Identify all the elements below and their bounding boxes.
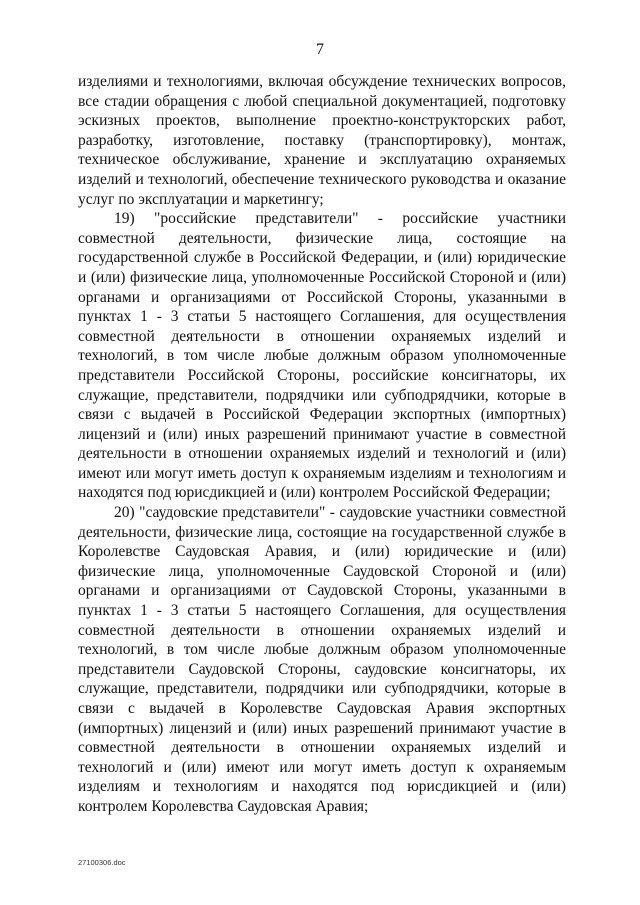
paragraph-item-19: 19) "российские представители" - российские участники совместной деятельности, физические лица, состоящие на государственной службе в Российской Федерации, и (или) юридические и (или) физические лица, уполномоченные Российской Стороной и (или) органами и организациями от Российской Стороны, указанными в пунктах 1 - 3 статьи 5 настоящего Соглашения, для осуществления совместной деятельности в отношении охраняемых изделий и технологий, в том числе любые должным образом уполномоченные представители Российской Стороны, российские консигнаторы, их служащие, представители, подрядчики или субподрядчики, которые в связи с выдачей в Российской Федерации экспортных (импортных) лицензий и (или) иных разрешений принимают участие в совместной деятельности в отношении охраняемых изделий и технологий и (или) имеют или могут иметь доступ к охраняемым изделиям и технологиям и находятся под юрисдикцией и (или) контролем Российской Федерации;	[78, 210, 566, 502]
paragraph-item-20: 20) "саудовские представители" - саудовские участники совместной деятельности, физические лица, состоящие на государственной службе в Королевстве Саудовская Аравия, и (или) юридические и (или) физические лица, уполномоченные Саудовской Стороной и (или) органами и организациями от Саудовской Стороны, указанными в пунктах 1 - 3 статьи 5 настоящего Соглашения, для осуществления совместной деятельности в отношении охраняемых изделий и технологий, в том числе любые должным образом уполномоченные представители Саудовской Стороны, саудовские консигнаторы, их служащие, представители, подрядчики или субподрядчики, которые в связи с выдачей в Королевстве Саудовская Аравия экспортных (импортных) лицензий и (или) иных разрешений принимают участие в совместной деятельности в отношении охраняемых изделий и технологий и (или) имеют или могут иметь доступ к охраняемым изделиям и технологиям и находятся под юрисдикцией и (или) контролем Королевства Саудовская Аравия;	[78, 504, 566, 815]
paragraph-continuation: изделиями и технологиями, включая обсуждение технических вопросов, все стадии обращения с любой специальной документацией, подготовку эскизных проектов, выполнение проектно-конструкторских работ, разработку, изготовление, поставку (транспортировку), монтаж, техническое обслуживание, хранение и эксплуатацию охраняемых изделий и технологий, обеспечение технического руководства и оказание услуг по эксплуатации и маркетингу;	[78, 73, 566, 208]
footer-filename: 27100306.doc	[78, 858, 126, 867]
document-body	[78, 72, 566, 817]
page-number: 7	[316, 41, 324, 58]
